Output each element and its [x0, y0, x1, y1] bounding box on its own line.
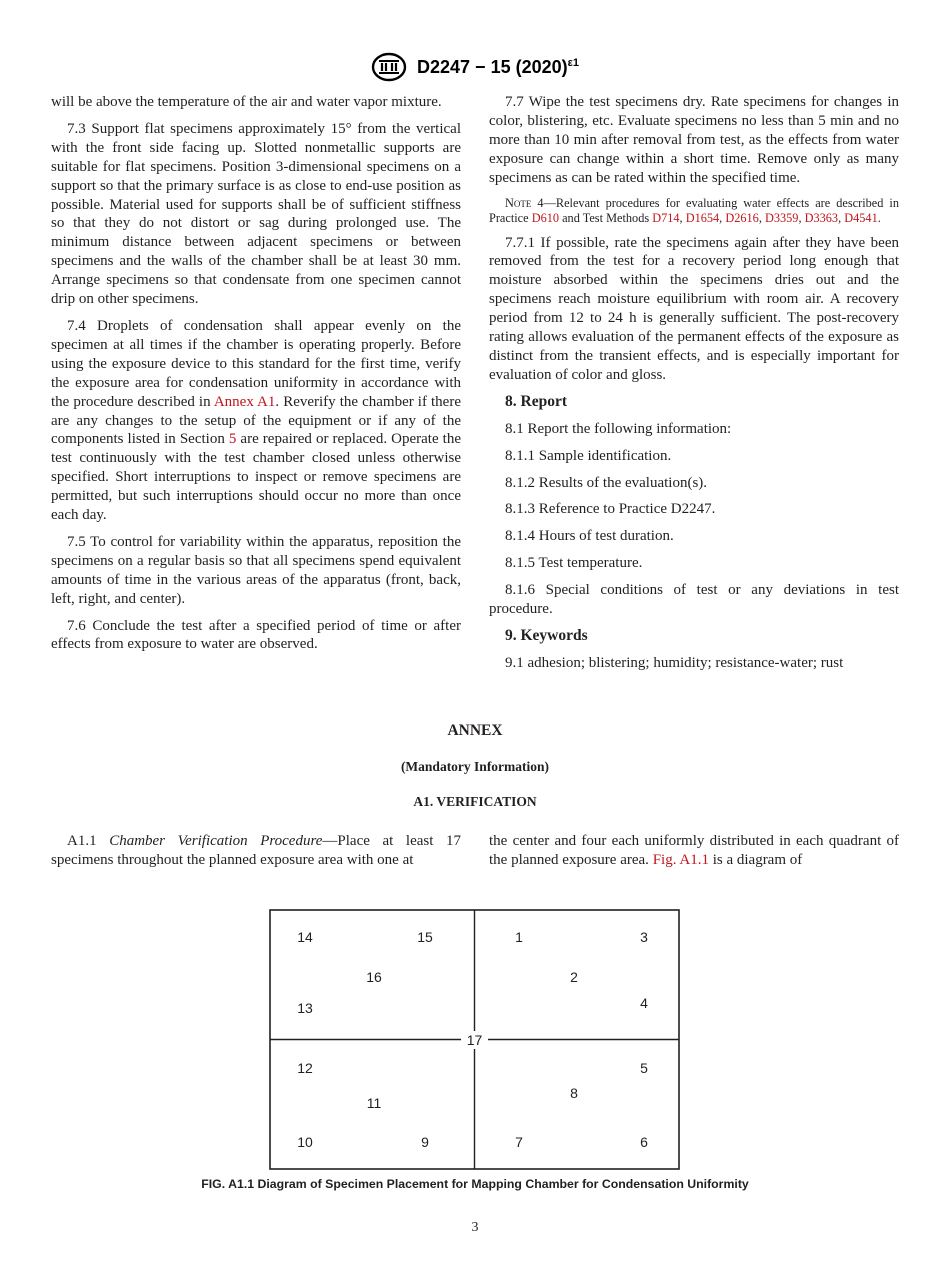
annex-title: ANNEX [447, 722, 503, 739]
paragraph-7-4: 7.4 Droplets of condensation shall appear evenly on the specimen at all times if the chamber is operating properly. Before using the exposure device to this standard for the first time, verify the exposure area for condensation uniformity in accordance with the procedure described in Annex A1. Reverify the chamber if there are any changes to the setup of the equipment or if any of the components listed in Section 5 are repaired or replaced. Operate the test continuously with the test chamber closed unless otherwise specified. Short interruptions to inspect or remove specimens are permitted, but such interruptions should occur no more than once each day. [51, 317, 461, 524]
paragraph-a1-1-left: A1.1 Chamber Verification Procedure—Place at least 17 specimens throughout the planned exposure area with one at [51, 833, 461, 868]
right-column [489, 93, 899, 681]
item-8-1-2: 8.1.2 Results of the evaluation(s). [505, 474, 708, 491]
section-9-heading: 9. Keywords [505, 626, 588, 644]
d714-link[interactable]: D714 [652, 210, 680, 225]
diagram-svg [269, 909, 680, 1170]
specimen-position-12: 12 [297, 1060, 313, 1076]
paragraph-a1-1-right: the center and four each uniformly distributed in each quadrant of the planned exposure area. Fig. A1.1 is a diagram of [489, 833, 899, 868]
item-8-1-5: 8.1.5 Test temperature. [505, 555, 643, 572]
item-8-1-1: 8.1.1 Sample identification. [505, 447, 672, 464]
figure-caption: FIG. A1.1 Diagram of Specimen Placement for Mapping Chamber for Condensation Uniformity [201, 1177, 749, 1191]
item-8-1: 8.1 Report the following information: [505, 420, 732, 437]
specimen-position-7: 7 [515, 1134, 523, 1150]
specimen-position-15: 15 [417, 929, 433, 945]
specimen-position-10: 10 [297, 1134, 313, 1150]
paragraph-7-5: 7.5 To control for variability within the apparatus, reposition the specimens on a regular basis so that all specimens spend equivalent amounts of time in the various areas of the apparatus (front, back, left, right, and center). [51, 533, 461, 607]
d3363-link[interactable]: D3363 [804, 210, 839, 225]
specimen-placement-diagram [269, 909, 680, 1170]
specimen-position-8: 8 [570, 1085, 578, 1101]
paragraph-7-7: 7.7 Wipe the test specimens dry. Rate specimens for changes in color, blistering, etc. Evaluate specimens no less than 5 min and no more than 10 min after removal from test, as the effects from water exposure can change within a short time. Remove only as many specimens as can be rated within the specified time. [489, 94, 899, 186]
d610-link[interactable]: D610 [531, 210, 560, 225]
d3359-link[interactable]: D3359 [764, 210, 799, 225]
d4541-link[interactable]: D4541 [844, 210, 878, 225]
specimen-position-9: 9 [421, 1134, 429, 1150]
page-header [0, 52, 950, 82]
specimen-position-1: 1 [515, 929, 523, 945]
d2616-link[interactable]: D2616 [725, 210, 759, 225]
paragraph-7-6: 7.6 Conclude the test after a specified period of time or after effects from exposure to water are observed. [51, 617, 461, 653]
specimen-position-11: 11 [366, 1095, 382, 1111]
fig-a1-1-link[interactable]: Fig. A1.1 [652, 852, 709, 868]
standard-designation: D2247 − 15 $(2020)^{\varepsilon 1}$ [417, 56, 579, 77]
note-4: Note 4—Relevant procedures for evaluating water effects are described in Practice D610 and Test Methods D714, D1654, D2616, D3359, D3363, D4541. [489, 195, 899, 225]
specimen-position-5: 5 [640, 1060, 648, 1076]
specimen-position-4: 4 [640, 995, 648, 1011]
specimen-position-16: 16 [366, 969, 382, 985]
astm-logo-icon [371, 52, 407, 82]
specimen-position-6: 6 [640, 1134, 648, 1150]
section-8-heading: 8. Report [505, 392, 567, 410]
item-8-1-6: 8.1.6 Special conditions of test or any deviations in test procedure. [489, 582, 899, 618]
section-5-link[interactable]: 5 [228, 431, 237, 448]
specimen-position-13: 13 [297, 1000, 313, 1016]
paragraph-7-3: 7.3 Support flat specimens approximately 15° from the vertical with the front side facing up. Slotted nonmetallic supports are suitable for flat specimens. Position 3-dimensional specimens on a support so that the primary surface is as close to end-use position as possible. Material used for supports shall be of sufficient stiffness so that they do not distort or sag during prolonged use. The minimum distance between adjacent specimens or between specimens and the walls of the chamber shall be at least 30 mm. Arrange specimens so that condensate from one specimen cannot drip on other specimens. [51, 120, 461, 308]
annex-subtitle: (Mandatory Information) [400, 759, 550, 774]
specimen-position-3: 3 [640, 929, 648, 945]
item-8-1-4: 8.1.4 Hours of test duration. [505, 528, 674, 545]
item-8-1-3: 8.1.3 Reference to Practice D2247. [505, 501, 716, 518]
d1654-link[interactable]: D1654 [685, 210, 720, 225]
specimen-position-17: 17 [466, 1032, 483, 1048]
item-9-1: 9.1 adhesion; blistering; humidity; resistance-water; rust [505, 654, 844, 671]
annex-section-heading: A1. VERIFICATION [413, 794, 537, 809]
specimen-position-2: 2 [570, 969, 578, 985]
paragraph-7-7-1: 7.7.1 If possible, rate the specimens again after they have been removed from the test for a recovery period long enough that moisture absorbed within the specimens dries out and the specimens reach moisture equilibrium with room air. A recovery period from 12 to 24 h is generally sufficient. The post-recovery rating allows evaluation of the permanent effects of the exposure as distinct from the transient effects, and is especially important for evaluation of color and gloss. [489, 234, 899, 383]
paragraph-7-2-continued: will be above the temperature of the air and water vapor mixture. [51, 94, 442, 110]
left-column [51, 93, 461, 662]
page-number: 3 [471, 1220, 479, 1235]
specimen-position-14: 14 [297, 929, 313, 945]
annex-a1-link[interactable]: Annex A1 [213, 393, 276, 410]
